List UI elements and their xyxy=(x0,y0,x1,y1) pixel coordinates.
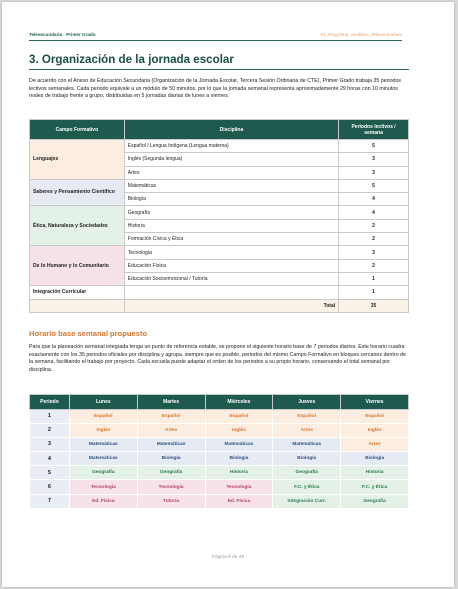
periods-cell: 5 xyxy=(339,140,409,153)
schedule-row xyxy=(30,409,409,423)
schedule-cell: Matemáticas xyxy=(137,437,205,451)
schedule-cell: Inglés xyxy=(205,423,273,437)
discipline-cell: Educación Socioemocional / Tutoría xyxy=(124,272,338,285)
running-header xyxy=(29,30,402,41)
schedule-cell: Geografía xyxy=(273,466,341,480)
column-header: Campo Formativo xyxy=(30,120,125,140)
column-header: Viernes xyxy=(341,395,409,410)
campo-formativo-cell: Saberes y Pensamiento Científico xyxy=(30,179,125,206)
schedule-cell: Integración Curr. xyxy=(273,494,341,508)
schedule-row xyxy=(30,494,409,508)
subjects-table xyxy=(29,119,409,313)
discipline-cell: Formación Cívica y Ética xyxy=(124,233,338,246)
table-row xyxy=(30,286,409,299)
schedule-cell: Biología xyxy=(137,452,205,466)
header-right-text: 01_Programa_Analítico_Telesecundaria xyxy=(320,32,402,37)
schedule-row xyxy=(30,480,409,494)
period-number: 2 xyxy=(30,423,70,437)
schedule-cell: Matemáticas xyxy=(205,437,273,451)
periods-cell: 3 xyxy=(339,166,409,179)
period-number: 1 xyxy=(30,409,70,423)
campo-formativo-cell: Ética, Naturaleza y Sociedades xyxy=(30,206,125,246)
schedule-table-header xyxy=(30,395,409,410)
column-header: Disciplina xyxy=(124,120,338,140)
column-header: Periodo xyxy=(30,395,70,410)
schedule-cell: Inglés xyxy=(69,423,137,437)
schedule-title: Horario base semanal propuesto xyxy=(29,329,148,338)
discipline-cell: Inglés (Segunda lengua) xyxy=(124,153,338,166)
section-title: 3. Organización de la jornada escolar xyxy=(29,53,234,66)
schedule-cell: Geografía xyxy=(137,466,205,480)
schedule-cell: Tutoría xyxy=(137,494,205,508)
schedule-cell: Inglés xyxy=(341,423,409,437)
periods-cell: 1 xyxy=(339,272,409,285)
periods-cell: 4 xyxy=(339,206,409,219)
schedule-cell: F.C. y Ética xyxy=(341,480,409,494)
schedule-cell: Tecnología xyxy=(205,480,273,494)
schedule-cell: Artes xyxy=(137,423,205,437)
period-number: 7 xyxy=(30,494,70,508)
subjects-table-header xyxy=(30,120,409,140)
schedule-cell: Geografía xyxy=(69,466,137,480)
periods-cell: 1 xyxy=(339,286,409,299)
period-number: 4 xyxy=(30,452,70,466)
discipline-cell: Educación Física xyxy=(124,259,338,272)
schedule-cell: Matemáticas xyxy=(69,437,137,451)
schedule-row xyxy=(30,437,409,451)
table-row xyxy=(30,179,409,192)
schedule-cell: Biología xyxy=(205,452,273,466)
discipline-cell: Tecnología xyxy=(124,246,338,259)
schedule-cell: Artes xyxy=(273,423,341,437)
schedule-cell: F.C. y Ética xyxy=(273,480,341,494)
total-label: Total xyxy=(124,299,338,312)
period-number: 5 xyxy=(30,466,70,480)
table-row xyxy=(30,140,409,153)
column-header: Lunes xyxy=(69,395,137,410)
discipline-cell: Matemáticas xyxy=(124,179,338,192)
periods-cell: 3 xyxy=(339,153,409,166)
schedule-cell: Español xyxy=(137,409,205,423)
periods-cell: 2 xyxy=(339,259,409,272)
schedule-row xyxy=(30,423,409,437)
column-header: Periodos lectivos / semana xyxy=(339,120,409,140)
total-value: 35 xyxy=(339,299,409,312)
schedule-cell: Biología xyxy=(341,452,409,466)
header-left-text: Telesecundaria · Primer Grado xyxy=(29,32,96,37)
schedule-cell: Geografía xyxy=(341,494,409,508)
schedule-row xyxy=(30,466,409,480)
campo-formativo-cell: De lo Humano y lo Comunitario xyxy=(30,246,125,286)
discipline-cell: Geografía xyxy=(124,206,338,219)
column-header: Miércoles xyxy=(205,395,273,410)
schedule-cell: Ed. Física xyxy=(205,494,273,508)
schedule-cell: Matemáticas xyxy=(273,437,341,451)
schedule-cell: Tecnología xyxy=(69,480,137,494)
column-header: Jueves xyxy=(273,395,341,410)
table-row xyxy=(30,206,409,219)
period-number: 6 xyxy=(30,480,70,494)
campo-formativo-cell: Integración Curricular xyxy=(30,286,125,299)
schedule-cell: Artes xyxy=(341,437,409,451)
schedule-table xyxy=(29,394,409,509)
schedule-cell: Español xyxy=(341,409,409,423)
discipline-cell xyxy=(124,286,338,299)
periods-cell: 2 xyxy=(339,233,409,246)
schedule-cell: Historia xyxy=(205,466,273,480)
document-page xyxy=(2,2,454,587)
campo-formativo-cell: Lenguajes xyxy=(30,140,125,180)
total-empty-cell xyxy=(30,299,125,312)
table-row xyxy=(30,246,409,259)
discipline-cell: Artes xyxy=(124,166,338,179)
periods-cell: 2 xyxy=(339,219,409,232)
title-divider xyxy=(29,69,409,70)
schedule-cell: Español xyxy=(205,409,273,423)
schedule-cell: Español xyxy=(273,409,341,423)
schedule-cell: Tecnología xyxy=(137,480,205,494)
total-row xyxy=(30,299,409,312)
period-number: 3 xyxy=(30,437,70,451)
schedule-row xyxy=(30,452,409,466)
schedule-cell: Historia xyxy=(341,466,409,480)
schedule-cell: Ed. Física xyxy=(69,494,137,508)
schedule-cell: Biología xyxy=(273,452,341,466)
periods-cell: 3 xyxy=(339,246,409,259)
discipline-cell: Biología xyxy=(124,193,338,206)
schedule-cell: Español xyxy=(69,409,137,423)
column-header: Martes xyxy=(137,395,205,410)
discipline-cell: Español / Lengua Indígena (Lengua materna) xyxy=(124,140,338,153)
periods-cell: 4 xyxy=(339,193,409,206)
page-number: Página 5 de 25 xyxy=(211,555,245,560)
intro-paragraph: De acuerdo con el Anexo de Educación Secundaria (Organización de la Jornada Escolar, Tercera Sesión Ordinaria de CTE), Primer Grado trabaja 35 periodos lectivos semanales. Cada periodo equivale a un módulo de 50 minutos, por lo que la jornada semanal representa aproximadamente 29 horas con 10 minutos reales de trabajo frente a grupo, distribuidas en 5 jornadas diarias de lunes a viernes. xyxy=(29,78,402,100)
discipline-cell: Historia xyxy=(124,219,338,232)
periods-cell: 5 xyxy=(339,179,409,192)
schedule-paragraph: Para que la planeación semanal integrada tenga un punto de referencia estable, se propone el siguiente horario base de 7 periodos diarios. Este horario cuadra exactamente con los 35 periodos oficiales por disciplina y agrupa, siempre que es posible, periodos del mismo Campo Formativo en bloques cercanos dentro de la semana, facilitando el trabajo por proyecto. Cada escuela puede adaptar el orden de los periodos a su propio horario, conservando el total semanal por disciplina. xyxy=(29,344,406,373)
schedule-cell: Matemáticas xyxy=(69,452,137,466)
